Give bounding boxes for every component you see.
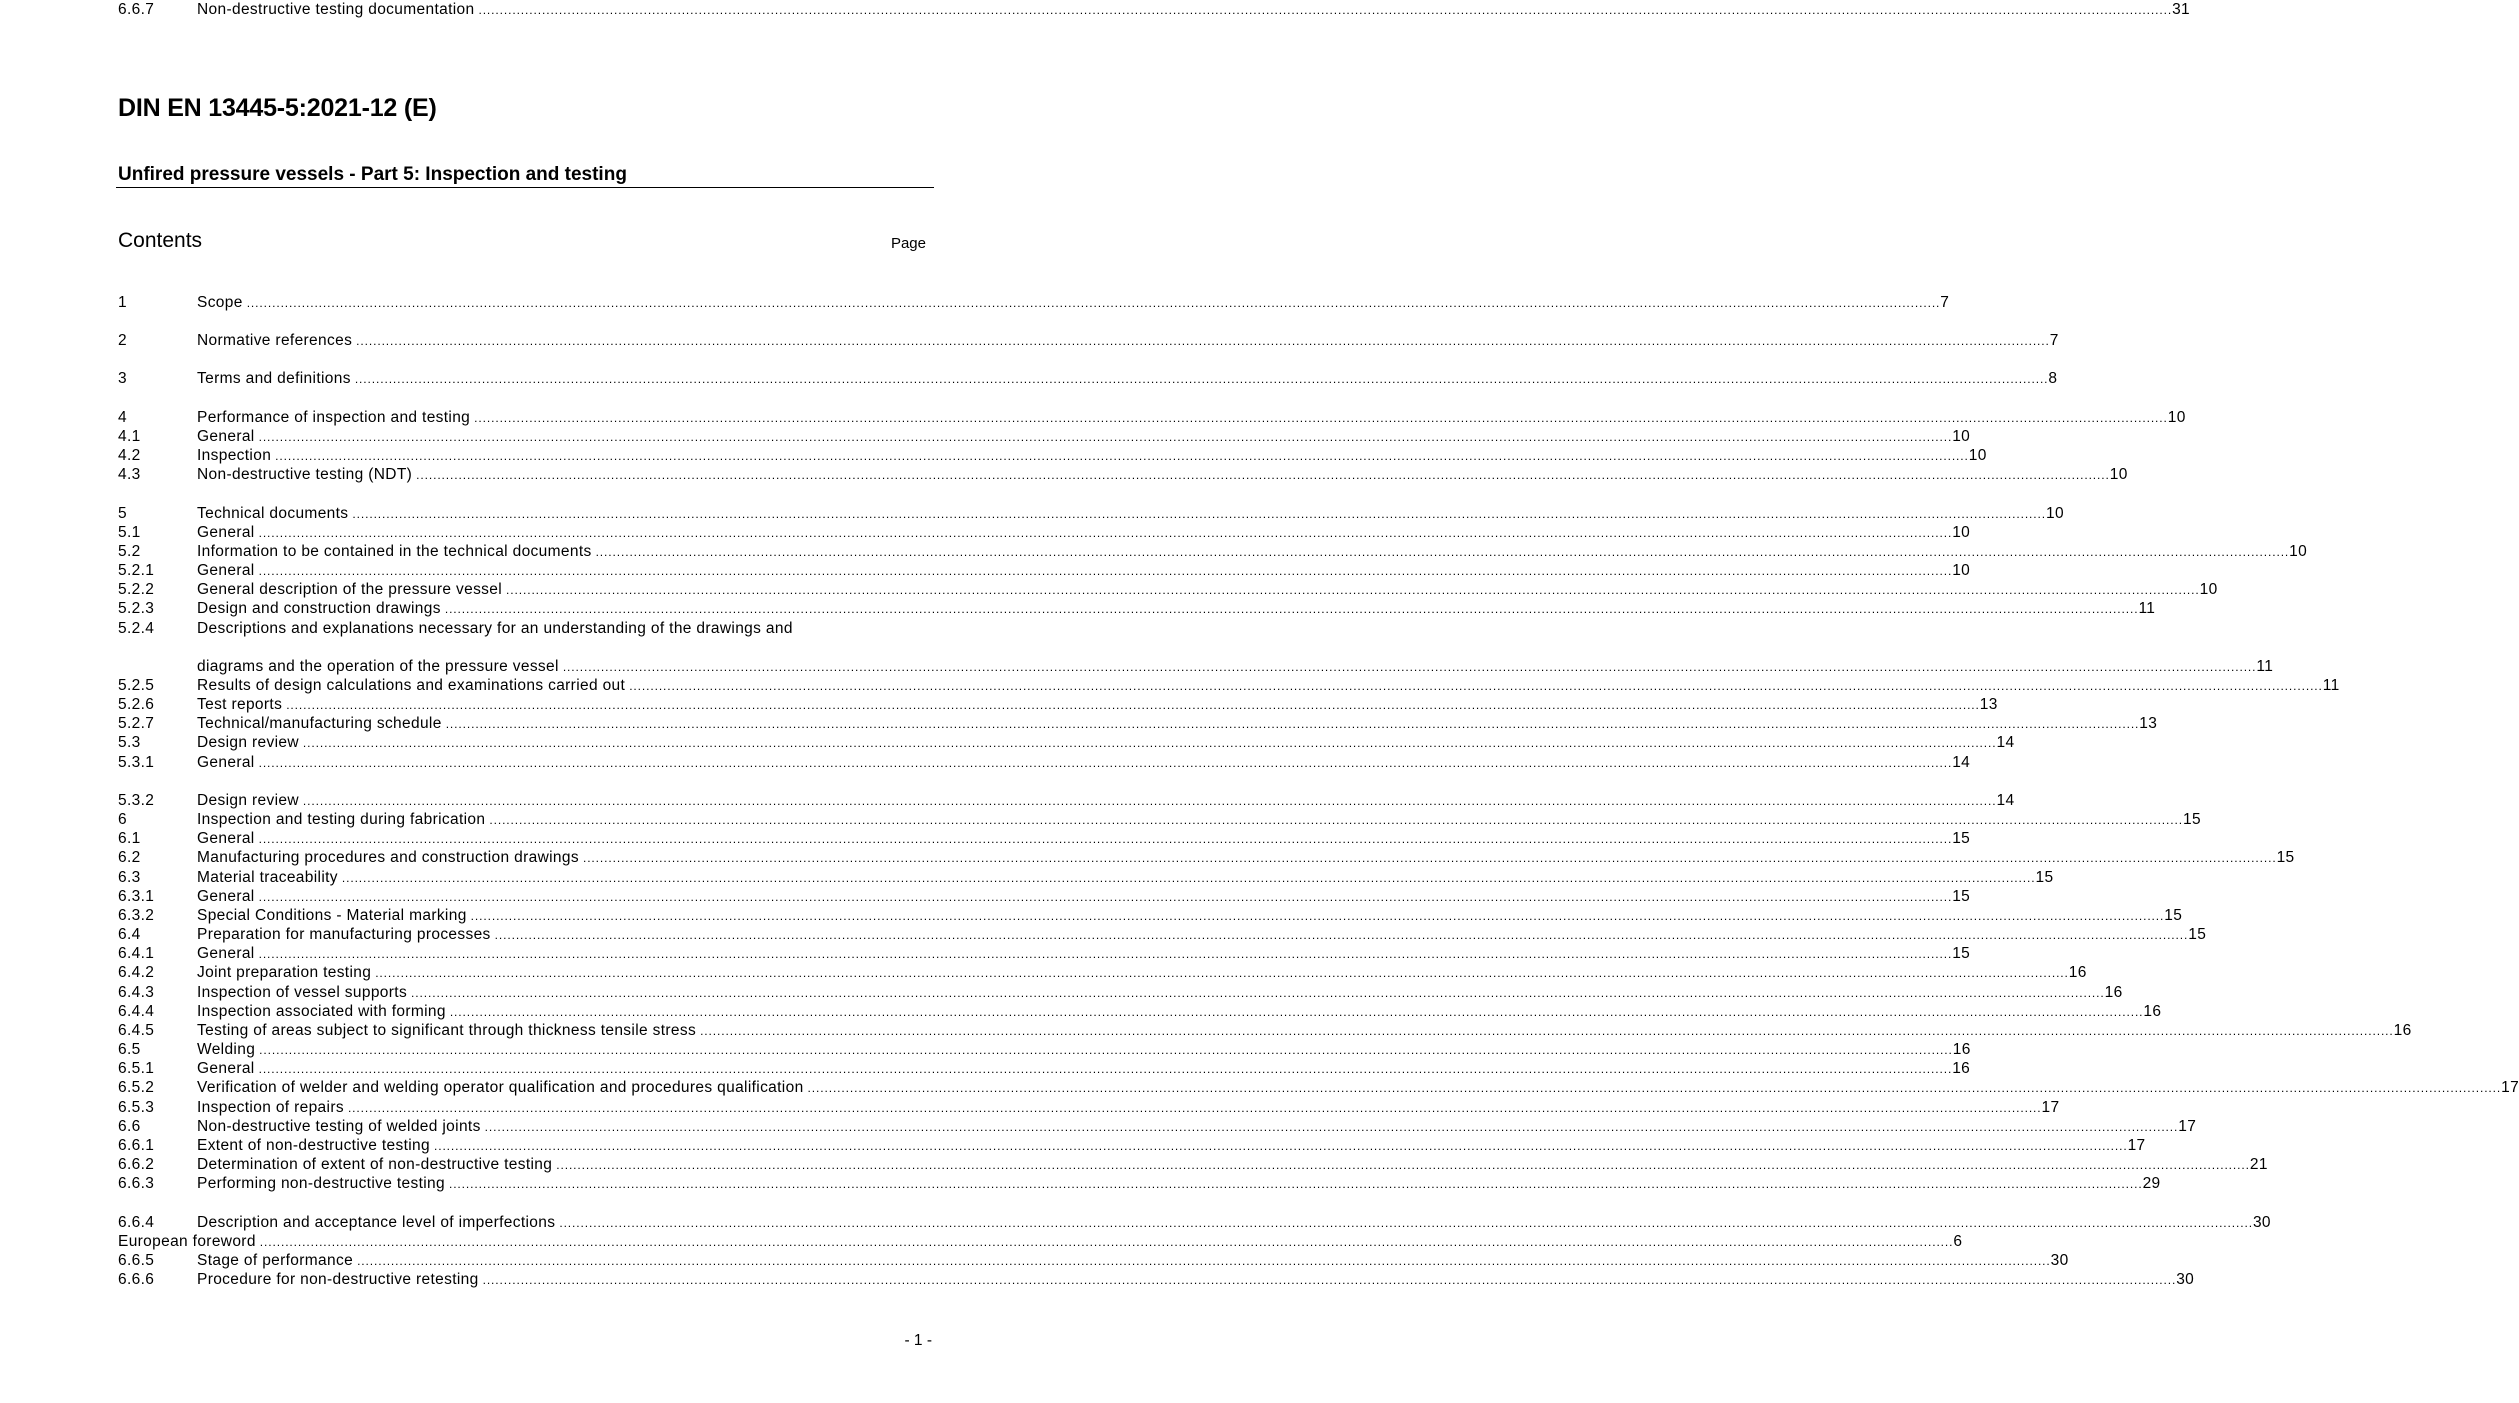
toc-entry-title-continued: diagrams and the operation of the pressure vessel xyxy=(197,657,563,676)
toc-entry-title: Non-destructive testing (NDT) xyxy=(197,465,416,484)
toc-dot-leader: ................................................................................................................................................................................................................................................................................................................................................................................................................ xyxy=(302,794,1997,808)
toc-dot-leader: ................................................................................................................................................................................................................................................................................................................................................................................................................ xyxy=(582,851,2277,865)
toc-entry-page: 29 xyxy=(2142,1175,2161,1192)
toc-entry[interactable] xyxy=(118,944,1971,963)
toc-entry-number: 4.3 xyxy=(118,466,141,483)
toc-entry-page: 14 xyxy=(1952,754,1971,771)
toc-entry-page: 16 xyxy=(1952,1041,1971,1058)
toc-dot-leader: ................................................................................................................................................................................................................................................................................................................................................................................................................ xyxy=(286,698,1980,712)
toc-dot-leader: ................................................................................................................................................................................................................................................................................................................................................................................................................ xyxy=(700,1024,2394,1038)
toc-entry[interactable] xyxy=(118,906,2183,925)
toc-entry-title: General xyxy=(197,427,259,446)
toc-entry-page: 17 xyxy=(2127,1137,2146,1154)
toc-dot-leader: ................................................................................................................................................................................................................................................................................................................................................................................................................ xyxy=(258,526,1953,540)
toc-entry-number: 6.6.3 xyxy=(118,1175,155,1192)
toc-entry-page: 10 xyxy=(1952,524,1971,541)
toc-entry-number: 5.1 xyxy=(118,524,141,541)
toc-entry-title: General xyxy=(197,523,259,542)
toc-entry-number: 5.2.3 xyxy=(118,600,155,617)
toc-entry-page: 15 xyxy=(2035,869,2054,886)
toc-entry[interactable] xyxy=(118,1251,2069,1270)
toc-entry[interactable] xyxy=(118,561,1971,580)
toc-entry[interactable] xyxy=(118,542,2308,561)
toc-entry[interactable] xyxy=(118,427,1971,446)
toc-dot-leader: ................................................................................................................................................................................................................................................................................................................................................................................................................ xyxy=(445,717,2140,731)
toc-entry-page: 10 xyxy=(1952,428,1971,445)
toc-entry[interactable] xyxy=(118,465,2128,484)
toc-entry-page: 16 xyxy=(1952,1060,1971,1077)
toc-entry-title: General description of the pressure vessel xyxy=(197,580,506,599)
toc-entry-title: Verification of welder and welding operator qualification and procedures qualification xyxy=(197,1078,808,1097)
toc-dot-leader: ................................................................................................................................................................................................................................................................................................................................................................................................................ xyxy=(354,372,2049,386)
toc-entry[interactable] xyxy=(118,1059,1971,1078)
toc-entry-title: Descriptions and explanations necessary for an understanding of the drawings and xyxy=(197,619,797,638)
toc-entry-title: Description and acceptance level of imperfections xyxy=(197,1213,559,1232)
toc-dot-leader: ................................................................................................................................................................................................................................................................................................................................................................................................................ xyxy=(433,1139,2128,1153)
toc-dot-leader: ................................................................................................................................................................................................................................................................................................................................................................................................................ xyxy=(356,334,2050,348)
toc-entry[interactable] xyxy=(118,1040,1971,1059)
toc-entry-page: 31 xyxy=(2172,1,2191,18)
toc-entry[interactable] xyxy=(118,1136,2146,1155)
toc-entry-page: 11 xyxy=(2256,658,2274,675)
toc-entry[interactable] xyxy=(118,714,2158,733)
toc-entry-number: 5.2.7 xyxy=(118,715,155,732)
toc-entry-number: 6.4.1 xyxy=(118,945,155,962)
toc-entry[interactable] xyxy=(118,925,2207,944)
toc-entry-number: 1 xyxy=(118,294,127,311)
toc-entry-title: Inspection and testing during fabrication xyxy=(197,810,489,829)
toc-entry[interactable] xyxy=(118,676,2340,695)
toc-entry-title: Inspection of vessel supports xyxy=(197,983,411,1002)
toc-entry-page: 30 xyxy=(2252,1214,2271,1231)
toc-entry-continuation[interactable] xyxy=(118,657,2274,676)
toc-entry-page: 11 xyxy=(2138,600,2156,617)
toc-entry-title: Scope xyxy=(197,293,247,312)
toc-entry-page: 17 xyxy=(2501,1079,2519,1096)
toc-entry-title: Performance of inspection and testing xyxy=(197,408,474,427)
toc-entry[interactable] xyxy=(118,963,2087,982)
toc-entry[interactable] xyxy=(118,1270,2195,1289)
toc-entry-number: 6.6.4 xyxy=(118,1214,155,1231)
toc-dot-leader: ................................................................................................................................................................................................................................................................................................................................................................................................................ xyxy=(449,1005,2144,1019)
toc-entry[interactable] xyxy=(118,887,1971,906)
toc-entry-page: 30 xyxy=(2176,1271,2195,1288)
toc-entry[interactable] xyxy=(118,369,2058,388)
toc-dot-leader: ................................................................................................................................................................................................................................................................................................................................................................................................................ xyxy=(448,1177,2143,1191)
toc-entry-number: 6.4.2 xyxy=(118,964,155,981)
toc-entry-page: 10 xyxy=(1952,562,1971,579)
toc-dot-leader: ................................................................................................................................................................................................................................................................................................................................................................................................................ xyxy=(246,296,1941,310)
toc-entry[interactable] xyxy=(118,1117,2197,1136)
toc-entry-number: 6.6.1 xyxy=(118,1137,155,1154)
toc-dot-leader: ................................................................................................................................................................................................................................................................................................................................................................................................................ xyxy=(807,1081,2502,1095)
toc-entry[interactable] xyxy=(118,1213,2271,1232)
toc-entry-number: 6.6 xyxy=(118,1118,141,1135)
toc-dot-leader: ................................................................................................................................................................................................................................................................................................................................................................................................................ xyxy=(444,602,2139,616)
document-subtitle: Unfired pressure vessels - Part 5: Inspection and testing xyxy=(118,164,627,185)
toc-entry-number: 6 xyxy=(118,811,127,828)
toc-entry-page: 16 xyxy=(2393,1022,2412,1039)
toc-entry-title: Normative references xyxy=(197,331,356,350)
toc-entry-title: Stage of performance xyxy=(197,1251,357,1270)
toc-entry[interactable] xyxy=(118,829,1971,848)
toc-entry-page: 14 xyxy=(1996,792,2015,809)
toc-entry[interactable] xyxy=(118,695,1998,714)
toc-entry-page: 7 xyxy=(2049,332,2059,349)
toc-entry[interactable] xyxy=(118,791,2015,810)
toc-entry[interactable] xyxy=(118,753,1971,772)
toc-entry-page: 10 xyxy=(1968,447,1987,464)
toc-entry[interactable] xyxy=(118,983,2123,1002)
toc-dot-leader: ................................................................................................................................................................................................................................................................................................................................................................................................................ xyxy=(258,756,1953,770)
toc-dot-leader: ................................................................................................................................................................................................................................................................................................................................................................................................................ xyxy=(341,871,2036,885)
toc-dot-leader: ................................................................................................................................................................................................................................................................................................................................................................................................................ xyxy=(302,736,1997,750)
toc-dot-leader: ................................................................................................................................................................................................................................................................................................................................................................................................................ xyxy=(258,890,1953,904)
toc-dot-leader: ................................................................................................................................................................................................................................................................................................................................................................................................................ xyxy=(506,583,2200,597)
toc-entry-page: 15 xyxy=(2164,907,2183,924)
toc-entry-number: 5 xyxy=(118,505,127,522)
toc-entry-number: 6.6.7 xyxy=(118,1,155,18)
toc-dot-leader: ................................................................................................................................................................................................................................................................................................................................................................................................................ xyxy=(494,928,2189,942)
contents-heading: Contents xyxy=(118,229,203,252)
toc-dot-leader: ................................................................................................................................................................................................................................................................................................................................................................................................................ xyxy=(347,1101,2042,1115)
toc-entry-page: 15 xyxy=(2182,811,2201,828)
toc-dot-leader: ................................................................................................................................................................................................................................................................................................................................................................................................................ xyxy=(258,1062,1953,1076)
toc-dot-leader: ................................................................................................................................................................................................................................................................................................................................................................................................................ xyxy=(258,430,1953,444)
toc-entry-page: 15 xyxy=(1952,945,1971,962)
toc-entry[interactable] xyxy=(118,1232,1963,1251)
toc-dot-leader: ................................................................................................................................................................................................................................................................................................................................................................................................................ xyxy=(357,1254,2051,1268)
toc-entry[interactable] xyxy=(118,1098,2060,1117)
toc-entry-number: 6.4 xyxy=(118,926,141,943)
toc-entry-title: Joint preparation testing xyxy=(197,963,375,982)
toc-entry-number: 4 xyxy=(118,409,127,426)
toc-entry[interactable] xyxy=(118,810,2201,829)
toc-dot-leader: ................................................................................................................................................................................................................................................................................................................................................................................................................ xyxy=(489,813,2183,827)
toc-entry-number: 6.6.6 xyxy=(118,1271,155,1288)
toc-dot-leader: ................................................................................................................................................................................................................................................................................................................................................................................................................ xyxy=(474,411,2168,425)
toc-entry-title: Extent of non-destructive testing xyxy=(197,1136,434,1155)
toc-entry-title: European foreword xyxy=(118,1232,260,1251)
toc-entry-number: 3 xyxy=(118,370,127,387)
toc-entry-page: 16 xyxy=(2068,964,2087,981)
toc-dot-leader: ................................................................................................................................................................................................................................................................................................................................................................................................................ xyxy=(411,986,2105,1000)
toc-entry-page: 17 xyxy=(2041,1099,2060,1116)
toc-entry-number: 6.5.1 xyxy=(118,1060,155,1077)
toc-entry[interactable] xyxy=(118,504,2064,523)
page-column-heading: Page xyxy=(890,235,926,252)
toc-entry-number: 6.4.3 xyxy=(118,984,155,1001)
page-number: - 1 - xyxy=(904,1332,932,1349)
toc-entry-title: Inspection xyxy=(197,446,275,465)
toc-entry-page: 15 xyxy=(2188,926,2207,943)
toc-entry-number: 4.1 xyxy=(118,428,141,445)
toc-entry-number: 6.4.4 xyxy=(118,1003,155,1020)
toc-entry-title: Inspection associated with forming xyxy=(197,1002,450,1021)
toc-entry-title: Design and construction drawings xyxy=(197,599,445,618)
toc-dot-leader: ................................................................................................................................................................................................................................................................................................................................................................................................................ xyxy=(559,1216,2253,1230)
toc-entry-title: Technical documents xyxy=(197,504,352,523)
toc-entry[interactable] xyxy=(118,1174,2161,1193)
toc-entry-page: 13 xyxy=(2139,715,2158,732)
toc-entry-title: Non-destructive testing of welded joints xyxy=(197,1117,485,1136)
toc-dot-leader: ................................................................................................................................................................................................................................................................................................................................................................................................................ xyxy=(259,1235,1954,1249)
toc-entry[interactable] xyxy=(118,331,2059,350)
toc-entry-page: 10 xyxy=(2046,505,2064,522)
toc-entry-number: 2 xyxy=(118,332,127,349)
toc-entry[interactable] xyxy=(118,599,2156,618)
toc-entry-page: 10 xyxy=(2109,466,2128,483)
toc-dot-leader: ................................................................................................................................................................................................................................................................................................................................................................................................................ xyxy=(470,909,2165,923)
toc-entry[interactable] xyxy=(118,1002,2162,1021)
toc-entry[interactable] xyxy=(118,868,2054,887)
toc-dot-leader: ................................................................................................................................................................................................................................................................................................................................................................................................................ xyxy=(275,449,1969,463)
toc-entry-number: 4.2 xyxy=(118,447,141,464)
toc-entry[interactable] xyxy=(118,1078,2519,1097)
toc-entry[interactable] xyxy=(118,848,2295,867)
toc-dot-leader: ................................................................................................................................................................................................................................................................................................................................................................................................................ xyxy=(482,1273,2177,1287)
toc-entry-page: 16 xyxy=(2104,984,2123,1001)
toc-dot-leader: ................................................................................................................................................................................................................................................................................................................................................................................................................ xyxy=(556,1158,2250,1172)
toc-entry[interactable] xyxy=(118,0,2191,19)
toc-entry-page: 14 xyxy=(1996,734,2015,751)
toc-dot-leader: ................................................................................................................................................................................................................................................................................................................................................................................................................ xyxy=(478,3,2173,17)
toc-entry-page: 30 xyxy=(2050,1252,2069,1269)
toc-entry-title: Procedure for non-destructive retesting xyxy=(197,1270,483,1289)
toc-entry[interactable] xyxy=(118,580,2218,599)
toc-entry-title: General xyxy=(197,561,259,580)
toc-entry-page: 15 xyxy=(2276,849,2295,866)
toc-entry-title: Terms and definitions xyxy=(197,369,355,388)
toc-entry-page: 13 xyxy=(1979,696,1998,713)
toc-entry-title: Technical/manufacturing schedule xyxy=(197,714,446,733)
toc-entry-page: 11 xyxy=(2322,677,2340,694)
toc-entry-title: Inspection of repairs xyxy=(197,1098,348,1117)
toc-entry-title: Non-destructive testing documentation xyxy=(197,0,478,19)
toc-entry-number: 5.2.5 xyxy=(118,677,155,694)
toc-entry[interactable] xyxy=(118,408,2186,427)
toc-dot-leader: ................................................................................................................................................................................................................................................................................................................................................................................................................ xyxy=(629,679,2323,693)
toc-entry-number: 5.2.4 xyxy=(118,620,155,637)
toc-dot-leader: ................................................................................................................................................................................................................................................................................................................................................................................................................ xyxy=(595,545,2290,559)
toc-entry-number: 6.1 xyxy=(118,830,141,847)
toc-dot-leader: ................................................................................................................................................................................................................................................................................................................................................................................................................ xyxy=(562,660,2257,674)
toc-entry-title: Special Conditions - Material marking xyxy=(197,906,471,925)
toc-entry-page: 7 xyxy=(1940,294,1950,311)
toc-entry-title: Determination of extent of non-destructive testing xyxy=(197,1155,556,1174)
toc-dot-leader: ................................................................................................................................................................................................................................................................................................................................................................................................................ xyxy=(259,1043,1953,1057)
toc-entry-page: 6 xyxy=(1953,1233,1963,1250)
toc-dot-leader: ................................................................................................................................................................................................................................................................................................................................................................................................................ xyxy=(375,966,2069,980)
toc-entry[interactable] xyxy=(118,446,1987,465)
toc-dot-leader: ................................................................................................................................................................................................................................................................................................................................................................................................................ xyxy=(484,1120,2179,1134)
toc-entry-title: Welding xyxy=(197,1040,259,1059)
toc-dot-leader: ................................................................................................................................................................................................................................................................................................................................................................................................................ xyxy=(258,564,1953,578)
toc-entry-title: Design review xyxy=(197,791,303,810)
toc-entry-number: 5.3 xyxy=(118,734,141,751)
toc-dot-leader: ................................................................................................................................................................................................................................................................................................................................................................................................................ xyxy=(258,832,1953,846)
toc-entry-title: Information to be contained in the technical documents xyxy=(197,542,596,561)
toc-entry-number: 6.6.2 xyxy=(118,1156,155,1173)
toc-entry-number: 5.3.2 xyxy=(118,792,155,809)
toc-entry[interactable] xyxy=(118,733,2015,752)
toc-entry-page: 10 xyxy=(2289,543,2308,560)
toc-entry-number: 5.2.2 xyxy=(118,581,155,598)
toc-entry[interactable] xyxy=(118,293,1950,312)
toc-entry-title: Performing non-destructive testing xyxy=(197,1174,449,1193)
toc-entry[interactable] xyxy=(118,1155,2268,1174)
toc-dot-leader: ................................................................................................................................................................................................................................................................................................................................................................................................................ xyxy=(352,507,2046,521)
toc-entry-page: 8 xyxy=(2048,370,2058,387)
toc-entry[interactable] xyxy=(118,619,921,638)
toc-entry-title: General xyxy=(197,753,259,772)
toc-entry-title: Testing of areas subject to significant through thickness tensile stress xyxy=(197,1021,700,1040)
toc-entry-number: 6.4.5 xyxy=(118,1022,155,1039)
toc-entry-title: Results of design calculations and examinations carried out xyxy=(197,676,629,695)
toc-entry-title: General xyxy=(197,887,259,906)
toc-entry-number: 6.3 xyxy=(118,869,141,886)
toc-entry[interactable] xyxy=(118,1021,2412,1040)
toc-entry-number: 6.3.1 xyxy=(118,888,155,905)
toc-entry-title: Material traceability xyxy=(197,868,342,887)
toc-entry-page: 10 xyxy=(2167,409,2186,426)
toc-entry-number: 5.2 xyxy=(118,543,141,560)
toc-entry-title: Manufacturing procedures and construction drawings xyxy=(197,848,583,867)
toc-entry-number: 6.2 xyxy=(118,849,141,866)
toc-entry-number: 5.2.1 xyxy=(118,562,155,579)
toc-entry-page: 17 xyxy=(2178,1118,2197,1135)
toc-entry-number: 6.3.2 xyxy=(118,907,155,924)
toc-entry-title: Design review xyxy=(197,733,303,752)
toc-entry-number: 6.5 xyxy=(118,1041,141,1058)
table-of-contents xyxy=(118,0,2519,1403)
toc-entry-page: 16 xyxy=(2143,1003,2162,1020)
toc-entry-title: General xyxy=(197,944,259,963)
toc-entry-number: 5.3.1 xyxy=(118,754,155,771)
toc-entry-number: 6.5.3 xyxy=(118,1099,155,1116)
toc-entry-title: General xyxy=(197,1059,259,1078)
toc-entry-page: 15 xyxy=(1952,830,1971,847)
toc-entry-title: General xyxy=(197,829,259,848)
toc-entry-number: 6.6.5 xyxy=(118,1252,155,1269)
toc-entry-title: Test reports xyxy=(197,695,286,714)
toc-dot-leader: ................................................................................................................................................................................................................................................................................................................................................................................................................ xyxy=(416,468,2110,482)
toc-entry-title: Preparation for manufacturing processes xyxy=(197,925,495,944)
toc-entry-page: 15 xyxy=(1952,888,1971,905)
document-title: DIN EN 13445-5:2021-12 (E) xyxy=(118,94,437,122)
toc-entry-number: 5.2.6 xyxy=(118,696,155,713)
toc-entry-page: 10 xyxy=(2199,581,2218,598)
toc-entry[interactable] xyxy=(118,523,1971,542)
toc-dot-leader: ................................................................................................................................................................................................................................................................................................................................................................................................................ xyxy=(258,947,1953,961)
toc-entry-page: 21 xyxy=(2249,1156,2268,1173)
toc-entry-number: 6.5.2 xyxy=(118,1079,155,1096)
